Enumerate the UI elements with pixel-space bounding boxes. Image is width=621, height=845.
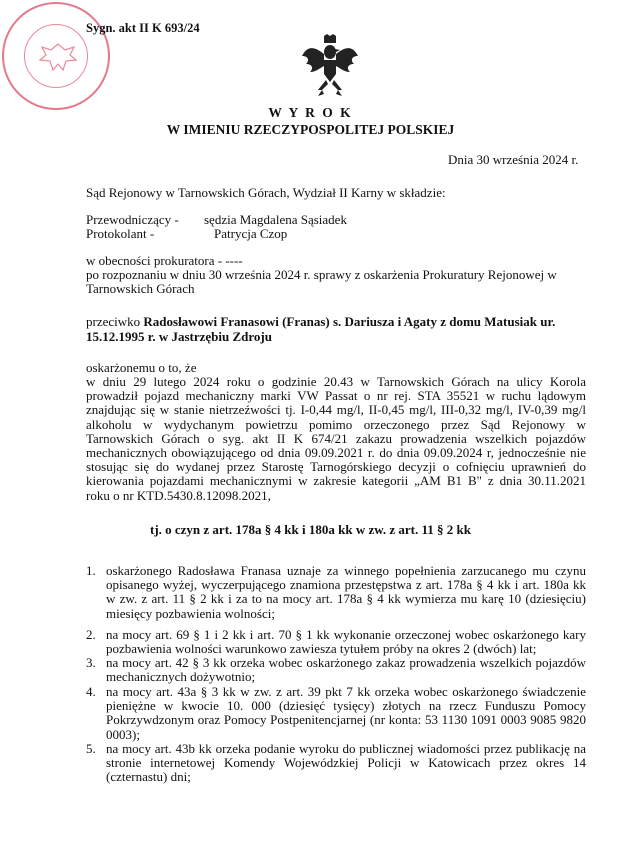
verdict-item-line: opisanego wyżej, wyczerpującego znamiona przestępstwa z art. 178a § 4 kk i art. 180a kk: [106, 577, 586, 593]
verdict-item-line: mechanicznych dożywotnio;: [106, 669, 256, 685]
charge-qualification: tj. o czyn z art. 178a § 4 kk i 180a kk w zw. z art. 11 § 2 kk: [149, 522, 472, 537]
court-composition: Sąd Rejonowy w Tarnowskich Górach, Wydział II Karny w składzie:: [86, 185, 446, 200]
court-stamp: [2, 2, 110, 110]
verdict-item-line: stronie internetowej Komendy Wojewódzkiej Policji w Katowicach przez okres 14: [106, 755, 586, 771]
verdict-date: Dnia 30 września 2024 r.: [448, 152, 579, 167]
chair-label: Przewodniczący -: [86, 212, 179, 227]
charge-intro: oskarżonemu o to, że: [86, 360, 197, 375]
verdict-item-line: pieniężne w kwocie 10. 000 (dziesięć tysięcy) złotych na rzecz Funduszu Pomocy: [106, 698, 586, 714]
prosecutor-line: w obecności prokuratora - ----: [86, 253, 243, 268]
clerk-name: Patrycja Czop: [214, 226, 288, 241]
verdict-item-line: 0003);: [106, 726, 140, 742]
charge-line: stosując się do wydanej przez Starostę Tarnogórskiego decyzji o cofnięciu uprawnień do: [86, 459, 586, 475]
charge-line: roku o nr KTD.5430.8.12098.2021,: [86, 487, 271, 503]
verdict-item-number: 3.: [86, 655, 96, 670]
verdict-item-number: 1.: [86, 563, 96, 578]
defendant-line-1: [86, 314, 555, 330]
charge-line: w dniu 29 lutego 2024 roku o godzinie 20.43 w Tarnowskich Górach na ulicy Korola: [86, 374, 586, 389]
verdict-item-number: 4.: [86, 684, 96, 699]
polish-eagle-emblem-icon: [302, 34, 358, 96]
verdict-item-number: 2.: [86, 627, 96, 642]
charge-line: Tarnowskich Górach o syg. akt II K 674/21 zakazu prowadzenia wszelkich pojazdów: [86, 430, 586, 446]
case-reference: Sygn. akt II K 693/24: [86, 21, 200, 35]
verdict-item-number: 5.: [86, 741, 96, 756]
verdict-item-line: (czternastu) dni;: [106, 769, 191, 785]
verdict-item-line: pozbawienia wolności warunkowo zawiesza tytułem próby na okres 2 (dwóch) lat;: [106, 641, 537, 657]
verdict-item-line: Pokrzywdzonym oraz Pomocy Postpenitencjarnej (nr konta: 53 1130 1091 0003 9085 9820: [106, 712, 586, 728]
defendant-line-2: 15.12.1995 r. w Jastrzębiu Zdroju: [86, 329, 272, 344]
document-title: W Y R O K: [268, 105, 353, 120]
verdict-item-line: na mocy art. 43a § 3 kk w zw. z art. 39 pkt 7 kk orzeka wobec oskarżonego świadczenie: [106, 684, 586, 699]
document-subtitle: W IMIENIU RZECZYPOSPOLITEJ POLSKIEJ: [166, 122, 455, 137]
charge-line: alkoholu w wydychanym powietrzu pomimo orzeczonego przez Sąd Rejonowy w: [86, 416, 586, 432]
charge-line: znajdując się w stanie nietrzeźwości tj. I-0,44 mg/l, II-0,45 mg/l, III-0,32 mg/l, IV-0,39 mg/l: [86, 402, 586, 418]
verdict-item-line: na mocy art. 43b kk orzeka podanie wyroku do publicznej wiadomości przez publikację na: [106, 741, 586, 756]
verdict-item-line: miesięcy pozbawienia wolności;: [106, 605, 275, 621]
considered-line-1: po rozpoznaniu w dniu 30 września 2024 r. sprawy z oskarżenia Prokuratury Rejonowej w: [86, 267, 557, 282]
defendant-name: Radosławowi Franasowi (Franas) s. Dariusza i Agaty z domu Matusiak ur.: [143, 314, 556, 329]
against-prefix: przeciwko: [86, 314, 141, 329]
verdict-item-line: na mocy art. 42 § 3 kk orzeka wobec oskarżonego zakaz prowadzenia wszelkich pojazdów: [106, 655, 586, 670]
verdict-item-line: na mocy art. 69 § 1 i 2 kk i art. 70 § 1 kk wykonanie orzeczonej wobec oskarżonego kary: [106, 627, 586, 642]
chair-name: sędzia Magdalena Sąsiadek: [204, 212, 347, 227]
considered-line-2: Tarnowskich Górach: [86, 281, 195, 296]
charge-line: prowadził pojazd mechaniczny marki VW Passat o nr rej. STA 35521 w ruchu lądowym: [86, 388, 586, 404]
charge-line: mechanicznych obowiązującego od dnia 09.09.2021 r. do dnia 09.09.2024 r, jednocześnie nie: [86, 445, 586, 460]
verdict-item-line: oskarżonego Radosława Franasa uznaje za winnego popełnienia zarzucanego mu czynu: [106, 563, 586, 578]
verdict-item-line: w zw. z art. 11 § 2 kk i za to na mocy art. 178a § 4 kk wymierza mu karę 10 (dziesięciu): [106, 591, 586, 607]
charge-line: kierowania pojazdami mechanicznymi w zakresie kategorii „AM B1 B" z dnia 30.11.2021: [86, 473, 586, 489]
clerk-label: Protokolant -: [86, 226, 155, 241]
